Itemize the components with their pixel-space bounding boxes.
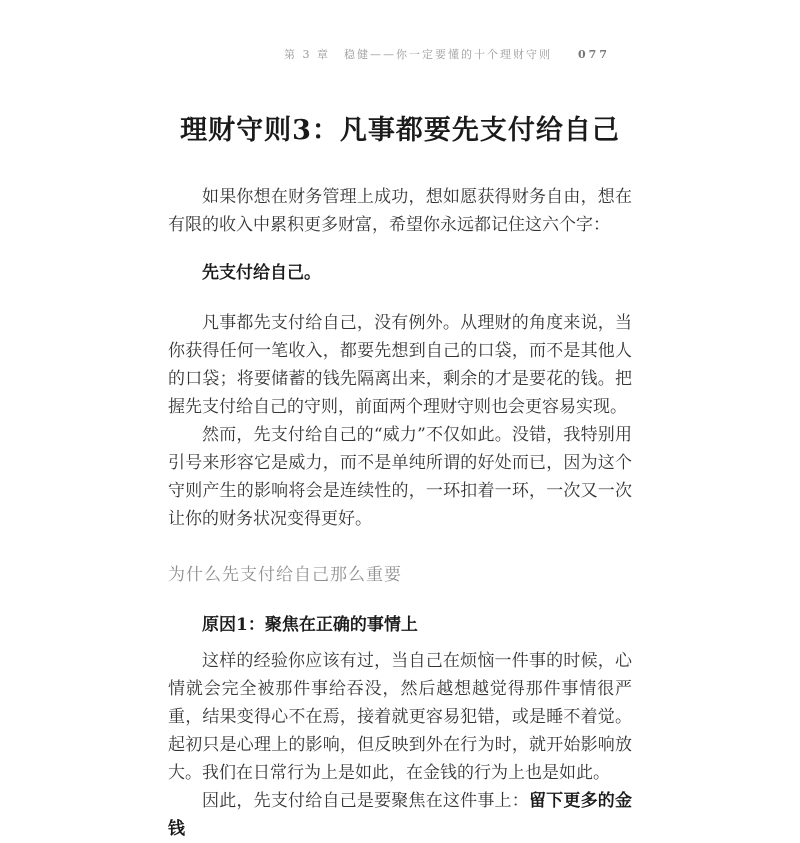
page-number: 077 — [578, 48, 610, 61]
running-head — [284, 46, 610, 62]
reason-subheading: 原因1：聚焦在正确的事情上 — [202, 615, 418, 635]
paragraph-5-text: 因此，先支付给自己是要聚焦在这件事上： — [202, 791, 529, 811]
running-head-chapter: 第 3 章 — [284, 48, 331, 61]
page-title: 理财守则3：凡事都要先支付给自己 — [180, 115, 620, 147]
section-heading: 为什么先支付给自己那么重要 — [168, 565, 402, 584]
body-text-column — [168, 183, 632, 843]
paragraph-3: 然而，先支付给自己的“威力”不仅如此。没错，我特别用引号来形容它是威力，而不是单纯所谓的好处而已，因为这个守则产生的影响将会是连续性的，一环扣着一环，一次又一次让你的财务状况变得更好。 — [168, 425, 632, 529]
paragraph-1: 如果你想在财务管理上成功，想如愿获得财务自由，想在有限的收入中累积更多财富，希望你永远都记住这六个字： — [168, 187, 632, 235]
running-head-section-title: 稳健——你一定要懂的十个理财守则 — [344, 48, 553, 61]
paragraph-5 — [168, 787, 632, 843]
paragraph-2: 凡事都先支付给自己，没有例外。从理财的角度来说，当你获得任何一笔收入，都要先想到自己的口袋，而不是其他人的口袋；将要储蓄的钱先隔离出来，剩余的才是要花的钱。把握先支付给自己的守则，前面两个理财守则也会更容易实现。 — [168, 313, 632, 417]
paragraph-4: 这样的经验你应该有过，当自己在烦恼一件事的时候，心情就会完全被那件事给吞没，然后越想越觉得那件事情很严重，结果变得心不在焉，接着就更容易犯错，或是睡不着觉。起初只是心理上的影响，但反映到外在行为时，就开始影响放大。我们在日常行为上是如此，在金钱的行为上也是如此。 — [168, 651, 632, 783]
paragraph-5-bold-tail: 留下更多的金钱 — [168, 791, 633, 839]
highlight-line: 先支付给自己。 — [202, 263, 321, 283]
